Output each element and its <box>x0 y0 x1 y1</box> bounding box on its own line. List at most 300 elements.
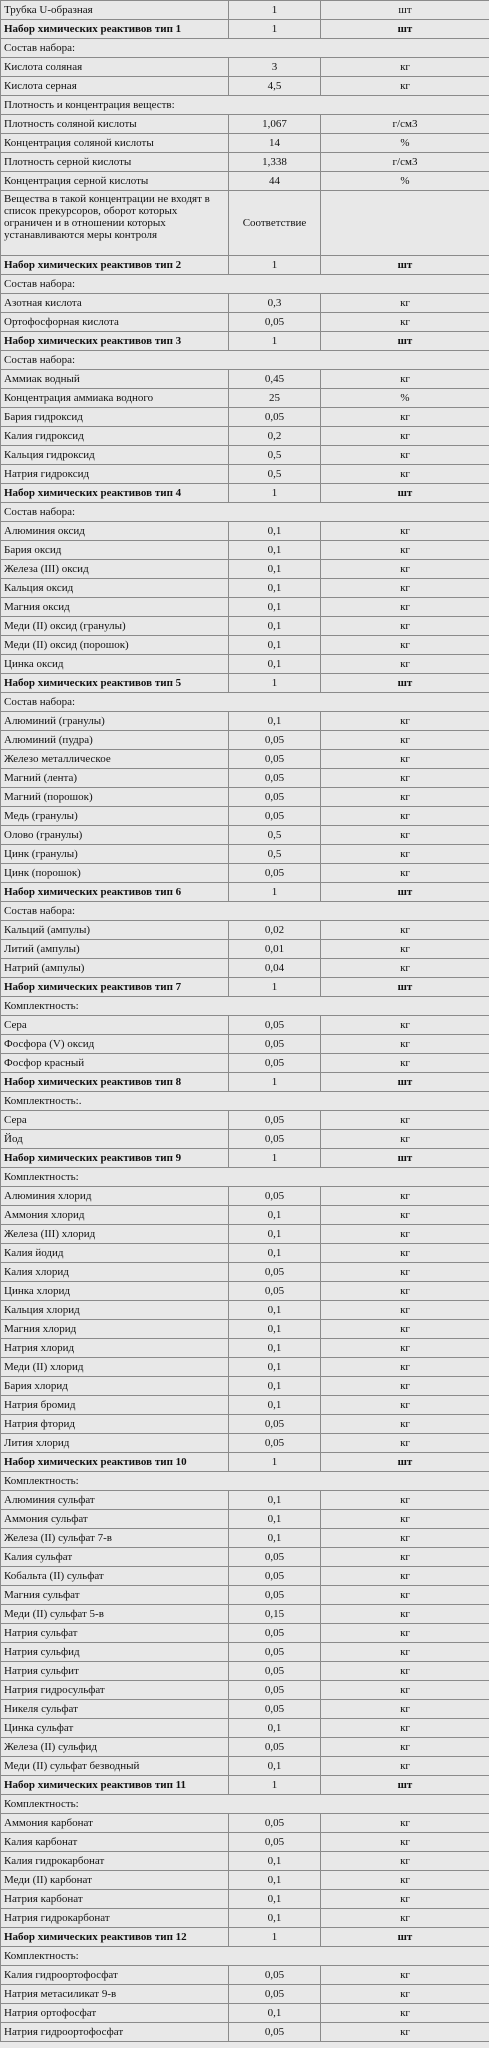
table-row <box>1 77 489 96</box>
table-row <box>1 1586 489 1605</box>
item-name: Меди (II) карбонат <box>1 1871 229 1890</box>
item-unit: кг <box>321 522 489 541</box>
item-unit: кг <box>321 1757 489 1776</box>
item-unit: % <box>321 134 489 153</box>
item-name: Магния хлорид <box>1 1320 229 1339</box>
item-name: Магний (лента) <box>1 769 229 788</box>
section-row <box>1 1947 489 1966</box>
item-value: 0,1 <box>229 1529 321 1548</box>
item-unit: кг <box>321 655 489 674</box>
item-value: 1 <box>229 1928 321 1947</box>
item-unit: кг <box>321 294 489 313</box>
item-name: Олово (гранулы) <box>1 826 229 845</box>
item-value: 0,1 <box>229 1890 321 1909</box>
item-name: Натрия сульфит <box>1 1662 229 1681</box>
item-value: 0,05 <box>229 864 321 883</box>
item-name: Аммиак водный <box>1 370 229 389</box>
table-row <box>1 1301 489 1320</box>
kit-header-row <box>1 883 489 902</box>
item-name: Плотность соляной кислоты <box>1 115 229 134</box>
item-value: 0,05 <box>229 1567 321 1586</box>
table-row <box>1 522 489 541</box>
section-row <box>1 96 489 115</box>
item-value: 1 <box>229 484 321 503</box>
section-row <box>1 1092 489 1111</box>
item-name: Магния сульфат <box>1 1586 229 1605</box>
item-unit: кг <box>321 1719 489 1738</box>
item-unit: кг <box>321 1567 489 1586</box>
item-name: Калия йодид <box>1 1244 229 1263</box>
item-name: Кальция хлорид <box>1 1301 229 1320</box>
table-row <box>1 636 489 655</box>
table-row <box>1 1681 489 1700</box>
item-unit: кг <box>321 1548 489 1567</box>
section-label: Плотность и концентрация веществ: <box>1 96 489 115</box>
item-value: 1,338 <box>229 153 321 172</box>
item-unit: кг <box>321 1377 489 1396</box>
item-value: 0,05 <box>229 1187 321 1206</box>
section-row <box>1 1168 489 1187</box>
table-row <box>1 1 489 20</box>
item-unit: кг <box>321 1985 489 2004</box>
item-value: 0,05 <box>229 1415 321 1434</box>
item-name: Железа (II) сульфид <box>1 1738 229 1757</box>
item-name: Меди (II) сульфат безводный <box>1 1757 229 1776</box>
item-unit: кг <box>321 864 489 883</box>
item-value: 0,05 <box>229 1263 321 1282</box>
item-unit: кг <box>321 560 489 579</box>
item-value: 0,05 <box>229 408 321 427</box>
item-unit: кг <box>321 1871 489 1890</box>
item-name: Натрия гидрокарбонат <box>1 1909 229 1928</box>
item-unit: кг <box>321 598 489 617</box>
table-row <box>1 1814 489 1833</box>
item-value: 0,1 <box>229 1510 321 1529</box>
item-value: 0,1 <box>229 1757 321 1776</box>
item-name: Натрия метасиликат 9-в <box>1 1985 229 2004</box>
table-row <box>1 1244 489 1263</box>
item-unit: кг <box>321 2023 489 2042</box>
item-name: Бария гидроксид <box>1 408 229 427</box>
item-name: Сера <box>1 1016 229 1035</box>
table-row <box>1 172 489 191</box>
item-unit: кг <box>321 1681 489 1700</box>
item-value: 0,05 <box>229 731 321 750</box>
table-row <box>1 1909 489 1928</box>
section-row <box>1 275 489 294</box>
item-name: Набор химических реактивов тип 8 <box>1 1073 229 1092</box>
table-row <box>1 2023 489 2042</box>
kit-header-row <box>1 332 489 351</box>
item-name: Железа (III) оксид <box>1 560 229 579</box>
item-unit: кг <box>321 750 489 769</box>
item-value: 0,15 <box>229 1605 321 1624</box>
item-name: Железа (II) сульфат 7-в <box>1 1529 229 1548</box>
item-unit: кг <box>321 77 489 96</box>
item-name: Алюминий (пудра) <box>1 731 229 750</box>
item-name: Аммония хлорид <box>1 1206 229 1225</box>
table-row <box>1 598 489 617</box>
item-name: Калия хлорид <box>1 1263 229 1282</box>
item-name: Набор химических реактивов тип 9 <box>1 1149 229 1168</box>
item-name: Натрия сульфат <box>1 1624 229 1643</box>
section-row <box>1 693 489 712</box>
item-value: 0,04 <box>229 959 321 978</box>
item-unit: шт <box>321 1 489 20</box>
table-row <box>1 579 489 598</box>
table-row <box>1 465 489 484</box>
item-unit: шт <box>321 256 489 275</box>
item-unit: кг <box>321 1263 489 1282</box>
item-name: Вещества в такой концентрации не входят в список прекурсоров, оборот которых ограничен и в отношении которых устанавливаются меры контроля <box>1 191 229 256</box>
item-name: Трубка U-образная <box>1 1 229 20</box>
item-value: 0,05 <box>229 1548 321 1567</box>
item-name: Набор химических реактивов тип 11 <box>1 1776 229 1795</box>
item-value: 14 <box>229 134 321 153</box>
item-value: 1 <box>229 332 321 351</box>
item-name: Аммония сульфат <box>1 1510 229 1529</box>
item-name: Цинк (гранулы) <box>1 845 229 864</box>
table-row <box>1 1738 489 1757</box>
item-unit: шт <box>321 1776 489 1795</box>
item-unit: шт <box>321 1453 489 1472</box>
item-unit: шт <box>321 20 489 39</box>
item-unit: шт <box>321 332 489 351</box>
section-row <box>1 1472 489 1491</box>
item-unit: кг <box>321 921 489 940</box>
item-name: Меди (II) оксид (гранулы) <box>1 617 229 636</box>
item-unit: кг <box>321 1358 489 1377</box>
item-unit: кг <box>321 1035 489 1054</box>
section-label: Состав набора: <box>1 503 489 522</box>
item-unit: кг <box>321 617 489 636</box>
item-unit: кг <box>321 1244 489 1263</box>
item-name: Натрия гидросульфат <box>1 1681 229 1700</box>
item-value: 44 <box>229 172 321 191</box>
item-name: Медь (гранулы) <box>1 807 229 826</box>
item-unit: кг <box>321 1586 489 1605</box>
item-unit: кг <box>321 1624 489 1643</box>
item-value: 0,05 <box>229 2023 321 2042</box>
item-name: Калия сульфат <box>1 1548 229 1567</box>
kit-header-row <box>1 674 489 693</box>
table-row <box>1 1871 489 1890</box>
table-row <box>1 1358 489 1377</box>
item-name: Натрия сульфид <box>1 1643 229 1662</box>
item-unit: кг <box>321 370 489 389</box>
item-name: Калия гидроортофосфат <box>1 1966 229 1985</box>
item-name: Алюминия оксид <box>1 522 229 541</box>
item-name: Сера <box>1 1111 229 1130</box>
table-row <box>1 788 489 807</box>
item-name: Железо металлическое <box>1 750 229 769</box>
item-name: Фосфора (V) оксид <box>1 1035 229 1054</box>
item-value: 0,1 <box>229 560 321 579</box>
item-name: Магний (порошок) <box>1 788 229 807</box>
item-value: 0,05 <box>229 769 321 788</box>
table-row <box>1 921 489 940</box>
table-row <box>1 1491 489 1510</box>
item-value: 0,1 <box>229 1852 321 1871</box>
section-label: Комплектность: <box>1 997 489 1016</box>
item-unit: кг <box>321 1890 489 1909</box>
item-unit: кг <box>321 1662 489 1681</box>
item-unit: шт <box>321 1928 489 1947</box>
item-unit: кг <box>321 1396 489 1415</box>
item-value: 0,05 <box>229 1282 321 1301</box>
table-row <box>1 313 489 332</box>
item-name: Меди (II) сульфат 5-в <box>1 1605 229 1624</box>
item-value: 0,1 <box>229 1871 321 1890</box>
item-name: Меди (II) оксид (порошок) <box>1 636 229 655</box>
section-label: Комплектность:. <box>1 1092 489 1111</box>
item-unit: кг <box>321 58 489 77</box>
item-unit: кг <box>321 1814 489 1833</box>
item-value: 0,05 <box>229 1966 321 1985</box>
item-name: Ортофосфорная кислота <box>1 313 229 332</box>
item-name: Калия гидроксид <box>1 427 229 446</box>
item-unit: кг <box>321 1738 489 1757</box>
item-value: 0,2 <box>229 427 321 446</box>
section-label: Состав набора: <box>1 275 489 294</box>
table-row <box>1 712 489 731</box>
item-unit: кг <box>321 1529 489 1548</box>
item-unit: кг <box>321 1700 489 1719</box>
table-row <box>1 541 489 560</box>
table-row <box>1 1510 489 1529</box>
item-unit: кг <box>321 788 489 807</box>
item-unit: кг <box>321 1016 489 1035</box>
item-name: Концентрация серной кислоты <box>1 172 229 191</box>
table-row <box>1 1282 489 1301</box>
kit-header-row <box>1 1149 489 1168</box>
item-name: Набор химических реактивов тип 5 <box>1 674 229 693</box>
item-name: Калия карбонат <box>1 1833 229 1852</box>
item-name: Натрия бромид <box>1 1396 229 1415</box>
item-name: Набор химических реактивов тип 12 <box>1 1928 229 1947</box>
item-name: Алюминий (гранулы) <box>1 712 229 731</box>
table-row <box>1 1624 489 1643</box>
item-name: Набор химических реактивов тип 7 <box>1 978 229 997</box>
item-value: 0,1 <box>229 1377 321 1396</box>
table-row <box>1 617 489 636</box>
item-name: Цинка хлорид <box>1 1282 229 1301</box>
item-value: 0,1 <box>229 617 321 636</box>
item-name: Алюминия сульфат <box>1 1491 229 1510</box>
reagents-table-body <box>1 1 489 2042</box>
table-row <box>1 58 489 77</box>
item-name: Меди (II) хлорид <box>1 1358 229 1377</box>
item-value: 1 <box>229 674 321 693</box>
item-unit: кг <box>321 579 489 598</box>
section-label: Состав набора: <box>1 902 489 921</box>
item-unit: кг <box>321 465 489 484</box>
item-unit: кг <box>321 1320 489 1339</box>
item-unit: % <box>321 172 489 191</box>
section-label: Состав набора: <box>1 693 489 712</box>
item-name: Концентрация аммиака водного <box>1 389 229 408</box>
item-unit: кг <box>321 1605 489 1624</box>
item-value: Соответствие <box>229 191 321 256</box>
kit-header-row <box>1 1453 489 1472</box>
item-value: 0,3 <box>229 294 321 313</box>
item-value: 0,1 <box>229 598 321 617</box>
table-row <box>1 134 489 153</box>
table-row <box>1 1415 489 1434</box>
item-value: 0,05 <box>229 788 321 807</box>
item-unit: кг <box>321 1833 489 1852</box>
item-unit: кг <box>321 1225 489 1244</box>
table-row <box>1 1054 489 1073</box>
item-name: Магния оксид <box>1 598 229 617</box>
table-row <box>1 427 489 446</box>
item-name: Натрия фторид <box>1 1415 229 1434</box>
item-value: 0,05 <box>229 1700 321 1719</box>
item-unit: кг <box>321 1282 489 1301</box>
table-row <box>1 1529 489 1548</box>
item-unit: кг <box>321 2004 489 2023</box>
item-name: Натрия гидроксид <box>1 465 229 484</box>
item-unit: шт <box>321 1149 489 1168</box>
item-name: Набор химических реактивов тип 10 <box>1 1453 229 1472</box>
item-unit: кг <box>321 1206 489 1225</box>
item-value: 0,05 <box>229 1624 321 1643</box>
table-row <box>1 1111 489 1130</box>
table-row <box>1 1035 489 1054</box>
item-name: Кальция гидроксид <box>1 446 229 465</box>
item-name: Набор химических реактивов тип 4 <box>1 484 229 503</box>
table-row <box>1 1263 489 1282</box>
item-unit: % <box>321 389 489 408</box>
item-name: Литий (ампулы) <box>1 940 229 959</box>
table-row <box>1 845 489 864</box>
item-name: Йод <box>1 1130 229 1149</box>
section-label: Комплектность: <box>1 1947 489 1966</box>
item-value: 0,1 <box>229 1301 321 1320</box>
item-name: Алюминия хлорид <box>1 1187 229 1206</box>
item-value: 1 <box>229 978 321 997</box>
item-value: 0,05 <box>229 807 321 826</box>
item-value: 0,1 <box>229 1491 321 1510</box>
item-unit: кг <box>321 541 489 560</box>
item-value: 1 <box>229 20 321 39</box>
item-value: 0,5 <box>229 826 321 845</box>
item-value: 0,05 <box>229 1434 321 1453</box>
item-value: 4,5 <box>229 77 321 96</box>
table-row <box>1 191 489 256</box>
item-value: 0,1 <box>229 1206 321 1225</box>
item-value: 0,05 <box>229 1814 321 1833</box>
item-value: 0,1 <box>229 1339 321 1358</box>
item-value: 1 <box>229 1149 321 1168</box>
section-label: Комплектность: <box>1 1472 489 1491</box>
item-unit: кг <box>321 427 489 446</box>
item-name: Фосфор красный <box>1 1054 229 1073</box>
item-value: 1 <box>229 883 321 902</box>
item-name: Набор химических реактивов тип 2 <box>1 256 229 275</box>
table-row <box>1 864 489 883</box>
table-row <box>1 826 489 845</box>
item-unit <box>321 191 489 256</box>
item-value: 1 <box>229 1453 321 1472</box>
table-row <box>1 1187 489 1206</box>
item-name: Набор химических реактивов тип 1 <box>1 20 229 39</box>
item-value: 0,1 <box>229 1396 321 1415</box>
table-row <box>1 1434 489 1453</box>
item-unit: шт <box>321 1073 489 1092</box>
table-row <box>1 1833 489 1852</box>
item-value: 0,1 <box>229 522 321 541</box>
item-name: Аммония карбонат <box>1 1814 229 1833</box>
table-row <box>1 1852 489 1871</box>
item-value: 0,05 <box>229 750 321 769</box>
item-name: Концентрация соляной кислоты <box>1 134 229 153</box>
table-row <box>1 1130 489 1149</box>
section-row <box>1 351 489 370</box>
item-unit: кг <box>321 1339 489 1358</box>
table-row <box>1 294 489 313</box>
item-unit: шт <box>321 484 489 503</box>
section-row <box>1 1795 489 1814</box>
item-value: 1 <box>229 1 321 20</box>
section-label: Комплектность: <box>1 1795 489 1814</box>
item-value: 0,05 <box>229 313 321 332</box>
table-row <box>1 731 489 750</box>
item-value: 1,067 <box>229 115 321 134</box>
item-unit: кг <box>321 959 489 978</box>
item-unit: кг <box>321 845 489 864</box>
item-value: 0,5 <box>229 446 321 465</box>
table-row <box>1 1548 489 1567</box>
item-value: 0,05 <box>229 1643 321 1662</box>
table-row <box>1 560 489 579</box>
item-name: Никеля сульфат <box>1 1700 229 1719</box>
item-unit: кг <box>321 636 489 655</box>
kit-header-row <box>1 978 489 997</box>
item-unit: кг <box>321 1301 489 1320</box>
item-value: 0,1 <box>229 1358 321 1377</box>
item-unit: кг <box>321 1966 489 1985</box>
item-name: Цинка оксид <box>1 655 229 674</box>
item-value: 0,1 <box>229 541 321 560</box>
item-unit: кг <box>321 712 489 731</box>
item-name: Кобальта (II) сульфат <box>1 1567 229 1586</box>
table-row <box>1 1206 489 1225</box>
item-value: 0,5 <box>229 465 321 484</box>
table-row <box>1 1985 489 2004</box>
item-value: 0,1 <box>229 1320 321 1339</box>
item-unit: кг <box>321 826 489 845</box>
item-unit: кг <box>321 769 489 788</box>
item-name: Азотная кислота <box>1 294 229 313</box>
table-row <box>1 655 489 674</box>
item-value: 0,05 <box>229 1111 321 1130</box>
item-name: Лития хлорид <box>1 1434 229 1453</box>
item-unit: кг <box>321 807 489 826</box>
item-value: 3 <box>229 58 321 77</box>
item-unit: кг <box>321 408 489 427</box>
table-row <box>1 446 489 465</box>
table-row <box>1 1567 489 1586</box>
section-row <box>1 39 489 58</box>
item-unit: кг <box>321 1111 489 1130</box>
table-row <box>1 1396 489 1415</box>
section-label: Состав набора: <box>1 39 489 58</box>
item-value: 0,1 <box>229 579 321 598</box>
table-row <box>1 1016 489 1035</box>
item-name: Натрий (ампулы) <box>1 959 229 978</box>
table-row <box>1 1377 489 1396</box>
